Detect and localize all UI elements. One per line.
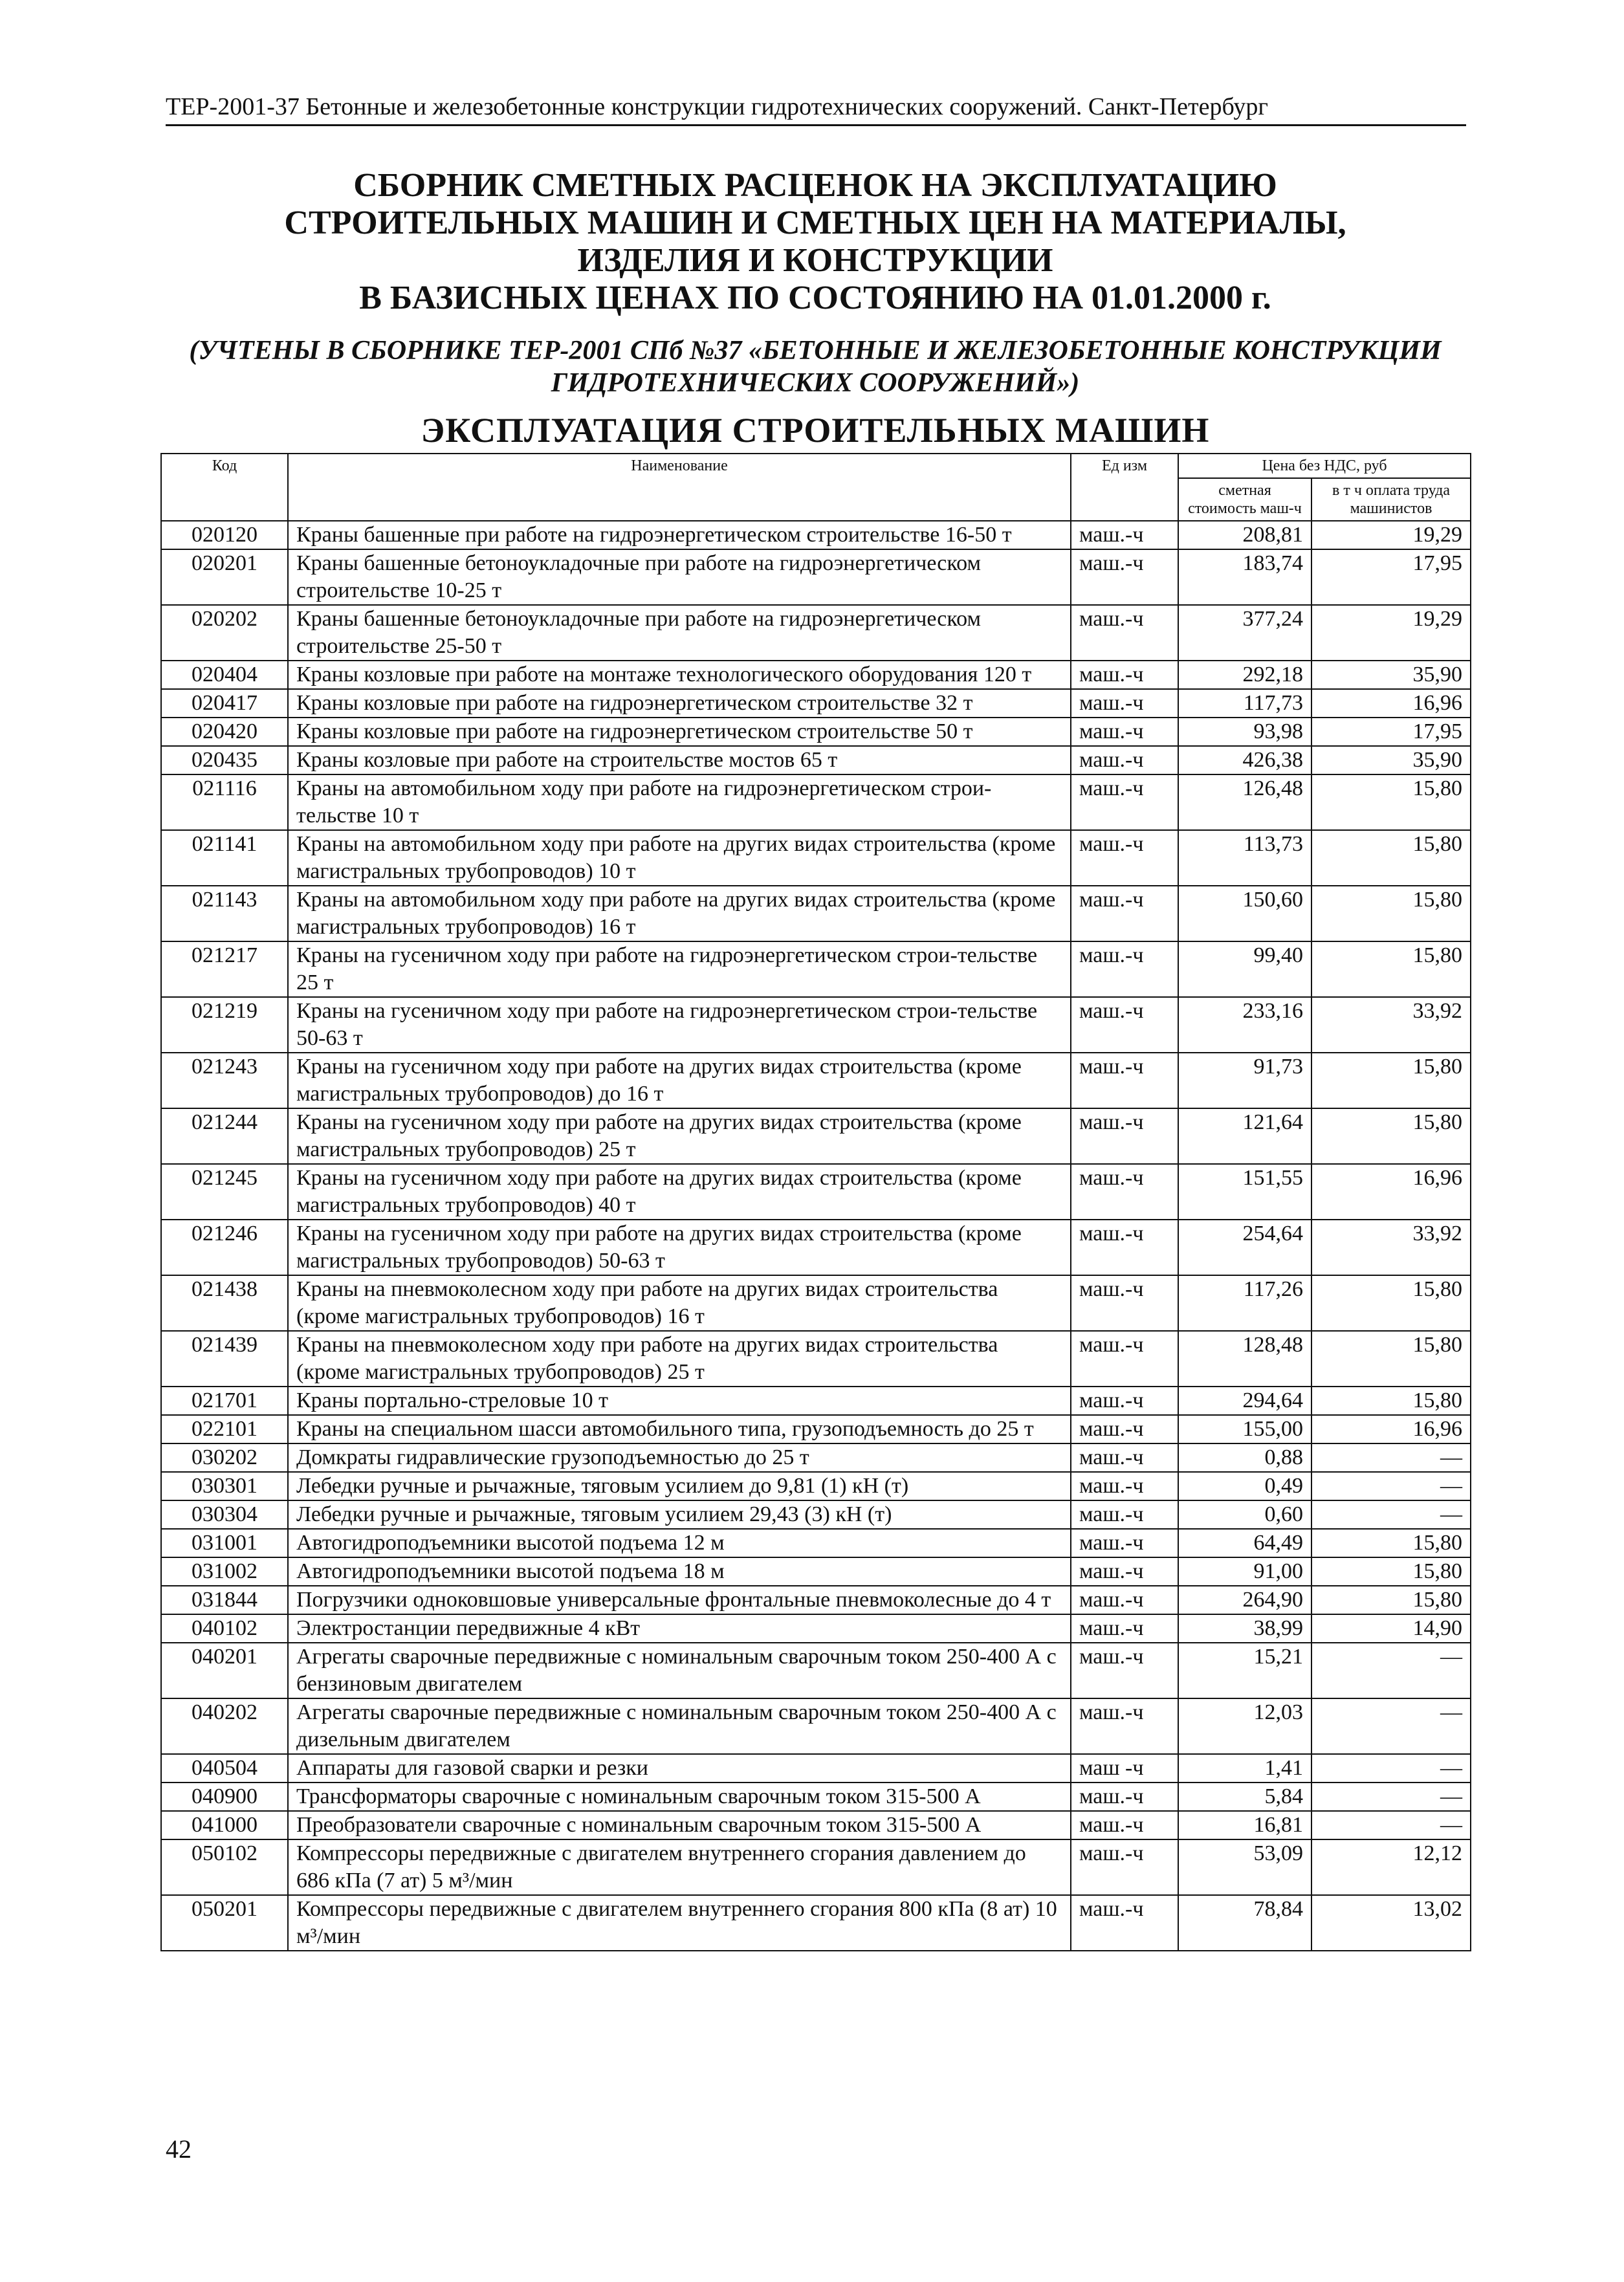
- cost-cell: 53,09: [1178, 1839, 1311, 1895]
- table-row: [161, 1895, 1471, 1951]
- name-cell: Краны портально-стреловые 10 т: [288, 1387, 1071, 1415]
- cost-cell: 64,49: [1178, 1529, 1311, 1557]
- cost-cell: 93,98: [1178, 718, 1311, 746]
- subtitle-note: [162, 335, 1469, 399]
- cost-cell: 426,38: [1178, 746, 1311, 774]
- title-line: СТРОИТЕЛЬНЫХ МАШИН И СМЕТНЫХ ЦЕН НА МАТЕРИАЛЫ,: [284, 204, 1346, 241]
- wage-cell: 16,96: [1311, 689, 1471, 718]
- unit-cell: маш.-ч: [1071, 549, 1178, 605]
- unit-cell: маш.-ч: [1071, 1443, 1178, 1472]
- unit-cell: маш.-ч: [1071, 1839, 1178, 1895]
- wage-cell: 16,96: [1311, 1164, 1471, 1220]
- wage-cell: 19,29: [1311, 521, 1471, 549]
- cost-cell: 155,00: [1178, 1415, 1311, 1443]
- table-row: [161, 1586, 1471, 1614]
- name-cell: Автогидроподъемники высотой подъема 18 м: [288, 1557, 1071, 1586]
- unit-cell: маш.-ч: [1071, 661, 1178, 689]
- table-row: [161, 1500, 1471, 1529]
- name-cell: Краны козловые при работе на монтаже технологического оборудования 120 т: [288, 661, 1071, 689]
- table-row: [161, 1839, 1471, 1895]
- name-cell: Автогидроподъемники высотой подъема 12 м: [288, 1529, 1071, 1557]
- code-cell: 021217: [161, 941, 288, 997]
- header-unit: Ед изм: [1071, 454, 1178, 521]
- cost-cell: 126,48: [1178, 774, 1311, 830]
- code-cell: 021116: [161, 774, 288, 830]
- code-cell: 020435: [161, 746, 288, 774]
- table-row: [161, 1275, 1471, 1331]
- name-cell: Преобразователи сварочные с номинальным сварочным током 315-500 А: [288, 1811, 1071, 1839]
- wage-cell: 13,02: [1311, 1895, 1471, 1951]
- code-cell: 030304: [161, 1500, 288, 1529]
- unit-cell: маш.-ч: [1071, 1500, 1178, 1529]
- document-title: [162, 167, 1469, 317]
- table-row: [161, 1220, 1471, 1275]
- table-row: [161, 1811, 1471, 1839]
- table-row: [161, 1557, 1471, 1586]
- code-cell: 030301: [161, 1472, 288, 1500]
- code-cell: 040201: [161, 1643, 288, 1698]
- name-cell: Краны на автомобильном ходу при работе на гидроэнергетическом строи-тельстве 10 т: [288, 774, 1071, 830]
- wage-cell: 33,92: [1311, 1220, 1471, 1275]
- code-cell: 021245: [161, 1164, 288, 1220]
- header-cost: сметная стоимость маш-ч: [1178, 478, 1311, 521]
- name-cell: Краны на гусеничном ходу при работе на других видах строительства (кроме магистральных трубопроводов) 25 т: [288, 1108, 1071, 1164]
- title-line: ИЗДЕЛИЯ И КОНСТРУКЦИИ: [577, 242, 1053, 279]
- unit-cell: маш.-ч: [1071, 1529, 1178, 1557]
- cost-cell: 121,64: [1178, 1108, 1311, 1164]
- cost-cell: 0,49: [1178, 1472, 1311, 1500]
- cost-cell: 117,73: [1178, 689, 1311, 718]
- unit-cell: маш.-ч: [1071, 1415, 1178, 1443]
- unit-cell: маш.-ч: [1071, 997, 1178, 1053]
- table-row: [161, 774, 1471, 830]
- code-cell: 021438: [161, 1275, 288, 1331]
- name-cell: Аппараты для газовой сварки и резки: [288, 1754, 1071, 1783]
- table-row: [161, 1108, 1471, 1164]
- table-row: [161, 1472, 1471, 1500]
- code-cell: 020120: [161, 521, 288, 549]
- code-cell: 021219: [161, 997, 288, 1053]
- cost-cell: 183,74: [1178, 549, 1311, 605]
- table-row: [161, 661, 1471, 689]
- table-row: [161, 521, 1471, 549]
- name-cell: Краны на пневмоколесном ходу при работе на других видах строительства (кроме магистральных трубопроводов) 16 т: [288, 1275, 1071, 1331]
- table-row: [161, 1331, 1471, 1387]
- name-cell: Компрессоры передвижные с двигателем внутреннего сгорания 800 кПа (8 ат) 10 м³/мин: [288, 1895, 1071, 1951]
- wage-cell: 15,80: [1311, 886, 1471, 941]
- unit-cell: маш.-ч: [1071, 605, 1178, 661]
- code-cell: 020202: [161, 605, 288, 661]
- code-cell: 040900: [161, 1783, 288, 1811]
- unit-cell: маш.-ч: [1071, 774, 1178, 830]
- wage-cell: —: [1311, 1500, 1471, 1529]
- name-cell: Лебедки ручные и рычажные, тяговым усилием 29,43 (3) кН (т): [288, 1500, 1071, 1529]
- table-row: [161, 1164, 1471, 1220]
- table-row: [161, 718, 1471, 746]
- subnote-line: ГИДРОТЕХНИЧЕСКИХ СООРУЖЕНИЙ»): [551, 368, 1080, 398]
- title-line: В БАЗИСНЫХ ЦЕНАХ ПО СОСТОЯНИЮ НА 01.01.2000 г.: [359, 280, 1271, 316]
- unit-cell: маш.-ч: [1071, 718, 1178, 746]
- name-cell: Домкраты гидравлические грузоподъемностью до 25 т: [288, 1443, 1071, 1472]
- name-cell: Агрегаты сварочные передвижные с номинальным сварочным током 250-400 А с бензиновым двигателем: [288, 1643, 1071, 1698]
- unit-cell: маш.-ч: [1071, 746, 1178, 774]
- table-row: [161, 1783, 1471, 1811]
- unit-cell: маш.-ч: [1071, 1275, 1178, 1331]
- cost-cell: 5,84: [1178, 1783, 1311, 1811]
- machines-table: [160, 453, 1471, 1951]
- name-cell: Краны на пневмоколесном ходу при работе на других видах строительства (кроме магистральных трубопроводов) 25 т: [288, 1331, 1071, 1387]
- wage-cell: 35,90: [1311, 746, 1471, 774]
- table-row: [161, 746, 1471, 774]
- table-row: [161, 886, 1471, 941]
- unit-cell: маш.-ч: [1071, 1108, 1178, 1164]
- unit-cell: маш.-ч: [1071, 1220, 1178, 1275]
- header-code: Код: [161, 454, 288, 521]
- code-cell: 030202: [161, 1443, 288, 1472]
- name-cell: Агрегаты сварочные передвижные с номинальным сварочным током 250-400 А с дизельным двигателем: [288, 1698, 1071, 1754]
- name-cell: Краны башенные бетоноукладочные при работе на гидроэнергетическом строительстве 10-25 т: [288, 549, 1071, 605]
- table-row: [161, 1698, 1471, 1754]
- unit-cell: маш.-ч: [1071, 830, 1178, 886]
- cost-cell: 12,03: [1178, 1698, 1311, 1754]
- cost-cell: 91,00: [1178, 1557, 1311, 1586]
- wage-cell: 14,90: [1311, 1614, 1471, 1643]
- unit-cell: маш.-ч: [1071, 1053, 1178, 1108]
- section-title: ЭКСПЛУАТАЦИЯ СТРОИТЕЛЬНЫХ МАШИН: [421, 411, 1210, 450]
- wage-cell: 15,80: [1311, 1331, 1471, 1387]
- name-cell: Компрессоры передвижные с двигателем внутреннего сгорания давлением до 686 кПа (7 ат) 5 м³/мин: [288, 1839, 1071, 1895]
- wage-cell: 15,80: [1311, 1529, 1471, 1557]
- table-row: [161, 605, 1471, 661]
- wage-cell: 12,12: [1311, 1839, 1471, 1895]
- wage-cell: —: [1311, 1643, 1471, 1698]
- table-row: [161, 997, 1471, 1053]
- wage-cell: 15,80: [1311, 1275, 1471, 1331]
- running-header: ТЕР-2001-37 Бетонные и железобетонные конструкции гидротехнических сооружений. Санкт-Петербург: [166, 92, 1466, 126]
- cost-cell: 99,40: [1178, 941, 1311, 997]
- name-cell: Лебедки ручные и рычажные, тяговым усилием до 9,81 (1) кН (т): [288, 1472, 1071, 1500]
- header-price-group: Цена без НДС, руб: [1178, 454, 1471, 478]
- wage-cell: —: [1311, 1472, 1471, 1500]
- name-cell: Краны на гусеничном ходу при работе на других видах строительства (кроме магистральных трубопроводов) 40 т: [288, 1164, 1071, 1220]
- code-cell: 021243: [161, 1053, 288, 1108]
- code-cell: 020417: [161, 689, 288, 718]
- cost-cell: 38,99: [1178, 1614, 1311, 1643]
- table-row: [161, 941, 1471, 997]
- code-cell: 021701: [161, 1387, 288, 1415]
- table-header-row: [161, 454, 1471, 478]
- name-cell: Краны на гусеничном ходу при работе на гидроэнергетическом строи-тельстве 50-63 т: [288, 997, 1071, 1053]
- cost-cell: 264,90: [1178, 1586, 1311, 1614]
- code-cell: 031002: [161, 1557, 288, 1586]
- wage-cell: —: [1311, 1783, 1471, 1811]
- wage-cell: —: [1311, 1443, 1471, 1472]
- wage-cell: 15,80: [1311, 1387, 1471, 1415]
- cost-cell: 117,26: [1178, 1275, 1311, 1331]
- cost-cell: 233,16: [1178, 997, 1311, 1053]
- table-row: [161, 549, 1471, 605]
- unit-cell: маш.-ч: [1071, 1387, 1178, 1415]
- name-cell: Погрузчики одноковшовые универсальные фронтальные пневмоколесные до 4 т: [288, 1586, 1071, 1614]
- wage-cell: 15,80: [1311, 1557, 1471, 1586]
- wage-cell: 15,80: [1311, 1108, 1471, 1164]
- cost-cell: 151,55: [1178, 1164, 1311, 1220]
- code-cell: 022101: [161, 1415, 288, 1443]
- name-cell: Краны на гусеничном ходу при работе на других видах строительства (кроме магистральных трубопроводов) 50-63 т: [288, 1220, 1071, 1275]
- code-cell: 021141: [161, 830, 288, 886]
- cost-cell: 254,64: [1178, 1220, 1311, 1275]
- unit-cell: маш.-ч: [1071, 886, 1178, 941]
- unit-cell: маш.-ч: [1071, 1698, 1178, 1754]
- cost-cell: 15,21: [1178, 1643, 1311, 1698]
- wage-cell: 15,80: [1311, 774, 1471, 830]
- unit-cell: маш.-ч: [1071, 1811, 1178, 1839]
- page-number: 42: [166, 2134, 192, 2164]
- cost-cell: 0,88: [1178, 1443, 1311, 1472]
- table-row: [161, 689, 1471, 718]
- wage-cell: —: [1311, 1811, 1471, 1839]
- header-name: Наименование: [288, 454, 1071, 521]
- code-cell: 020404: [161, 661, 288, 689]
- wage-cell: 16,96: [1311, 1415, 1471, 1443]
- wage-cell: 35,90: [1311, 661, 1471, 689]
- wage-cell: 15,80: [1311, 941, 1471, 997]
- code-cell: 040102: [161, 1614, 288, 1643]
- code-cell: 041000: [161, 1811, 288, 1839]
- name-cell: Краны козловые при работе на строительстве мостов 65 т: [288, 746, 1071, 774]
- name-cell: Трансформаторы сварочные с номинальным сварочным током 315-500 А: [288, 1783, 1071, 1811]
- unit-cell: маш.-ч: [1071, 689, 1178, 718]
- unit-cell: маш.-ч: [1071, 1331, 1178, 1387]
- table-row: [161, 830, 1471, 886]
- table-row: [161, 1643, 1471, 1698]
- wage-cell: —: [1311, 1754, 1471, 1783]
- code-cell: 050201: [161, 1895, 288, 1951]
- table-row: [161, 1387, 1471, 1415]
- table-row: [161, 1614, 1471, 1643]
- cost-cell: 91,73: [1178, 1053, 1311, 1108]
- unit-cell: маш.-ч: [1071, 1557, 1178, 1586]
- code-cell: 031844: [161, 1586, 288, 1614]
- name-cell: Краны козловые при работе на гидроэнергетическом строительстве 32 т: [288, 689, 1071, 718]
- unit-cell: маш -ч: [1071, 1754, 1178, 1783]
- cost-cell: 208,81: [1178, 521, 1311, 549]
- cost-cell: 128,48: [1178, 1331, 1311, 1387]
- name-cell: Краны на специальном шасси автомобильного типа, грузоподъемность до 25 т: [288, 1415, 1071, 1443]
- unit-cell: маш.-ч: [1071, 1586, 1178, 1614]
- table-row: [161, 1415, 1471, 1443]
- cost-cell: 78,84: [1178, 1895, 1311, 1951]
- code-cell: 020420: [161, 718, 288, 746]
- header-wage: в т ч оплата труда машинистов: [1311, 478, 1471, 521]
- name-cell: Краны на гусеничном ходу при работе на гидроэнергетическом строи-тельстве 25 т: [288, 941, 1071, 997]
- unit-cell: маш.-ч: [1071, 1643, 1178, 1698]
- name-cell: Краны на гусеничном ходу при работе на других видах строительства (кроме магистральных трубопроводов) до 16 т: [288, 1053, 1071, 1108]
- code-cell: 021439: [161, 1331, 288, 1387]
- unit-cell: маш.-ч: [1071, 1472, 1178, 1500]
- unit-cell: маш.-ч: [1071, 1895, 1178, 1951]
- table-row: [161, 1529, 1471, 1557]
- code-cell: 021244: [161, 1108, 288, 1164]
- wage-cell: 19,29: [1311, 605, 1471, 661]
- code-cell: 020201: [161, 549, 288, 605]
- table-row: [161, 1053, 1471, 1108]
- wage-cell: 15,80: [1311, 1586, 1471, 1614]
- unit-cell: маш.-ч: [1071, 1164, 1178, 1220]
- name-cell: Краны башенные бетоноукладочные при работе на гидроэнергетическом строительстве 25-50 т: [288, 605, 1071, 661]
- unit-cell: маш.-ч: [1071, 1783, 1178, 1811]
- cost-cell: 1,41: [1178, 1754, 1311, 1783]
- name-cell: Краны на автомобильном ходу при работе на других видах строительства (кроме магистральных трубопроводов) 10 т: [288, 830, 1071, 886]
- unit-cell: маш.-ч: [1071, 941, 1178, 997]
- title-line: СБОРНИК СМЕТНЫХ РАСЦЕНОК НА ЭКСПЛУАТАЦИЮ: [353, 167, 1277, 204]
- code-cell: 040504: [161, 1754, 288, 1783]
- name-cell: Краны башенные при работе на гидроэнергетическом строительстве 16-50 т: [288, 521, 1071, 549]
- name-cell: Электростанции передвижные 4 кВт: [288, 1614, 1071, 1643]
- table-row: [161, 1754, 1471, 1783]
- subnote-line: (УЧТЕНЫ В СБОРНИКЕ ТЕР-2001 СПб №37 «БЕТОННЫЕ И ЖЕЛЕЗОБЕТОННЫЕ КОНСТРУКЦИИ: [189, 336, 1442, 366]
- code-cell: 031001: [161, 1529, 288, 1557]
- cost-cell: 150,60: [1178, 886, 1311, 941]
- wage-cell: 15,80: [1311, 1053, 1471, 1108]
- code-cell: 050102: [161, 1839, 288, 1895]
- unit-cell: маш.-ч: [1071, 1614, 1178, 1643]
- table-body: [161, 521, 1471, 1951]
- name-cell: Краны на автомобильном ходу при работе на других видах строительства (кроме магистральных трубопроводов) 16 т: [288, 886, 1071, 941]
- cost-cell: 0,60: [1178, 1500, 1311, 1529]
- wage-cell: 17,95: [1311, 549, 1471, 605]
- code-cell: 021143: [161, 886, 288, 941]
- wage-cell: 33,92: [1311, 997, 1471, 1053]
- cost-cell: 113,73: [1178, 830, 1311, 886]
- unit-cell: маш.-ч: [1071, 521, 1178, 549]
- cost-cell: 292,18: [1178, 661, 1311, 689]
- name-cell: Краны козловые при работе на гидроэнергетическом строительстве 50 т: [288, 718, 1071, 746]
- wage-cell: —: [1311, 1698, 1471, 1754]
- cost-cell: 377,24: [1178, 605, 1311, 661]
- cost-cell: 294,64: [1178, 1387, 1311, 1415]
- wage-cell: 15,80: [1311, 830, 1471, 886]
- wage-cell: 17,95: [1311, 718, 1471, 746]
- code-cell: 021246: [161, 1220, 288, 1275]
- cost-cell: 16,81: [1178, 1811, 1311, 1839]
- table-row: [161, 1443, 1471, 1472]
- code-cell: 040202: [161, 1698, 288, 1754]
